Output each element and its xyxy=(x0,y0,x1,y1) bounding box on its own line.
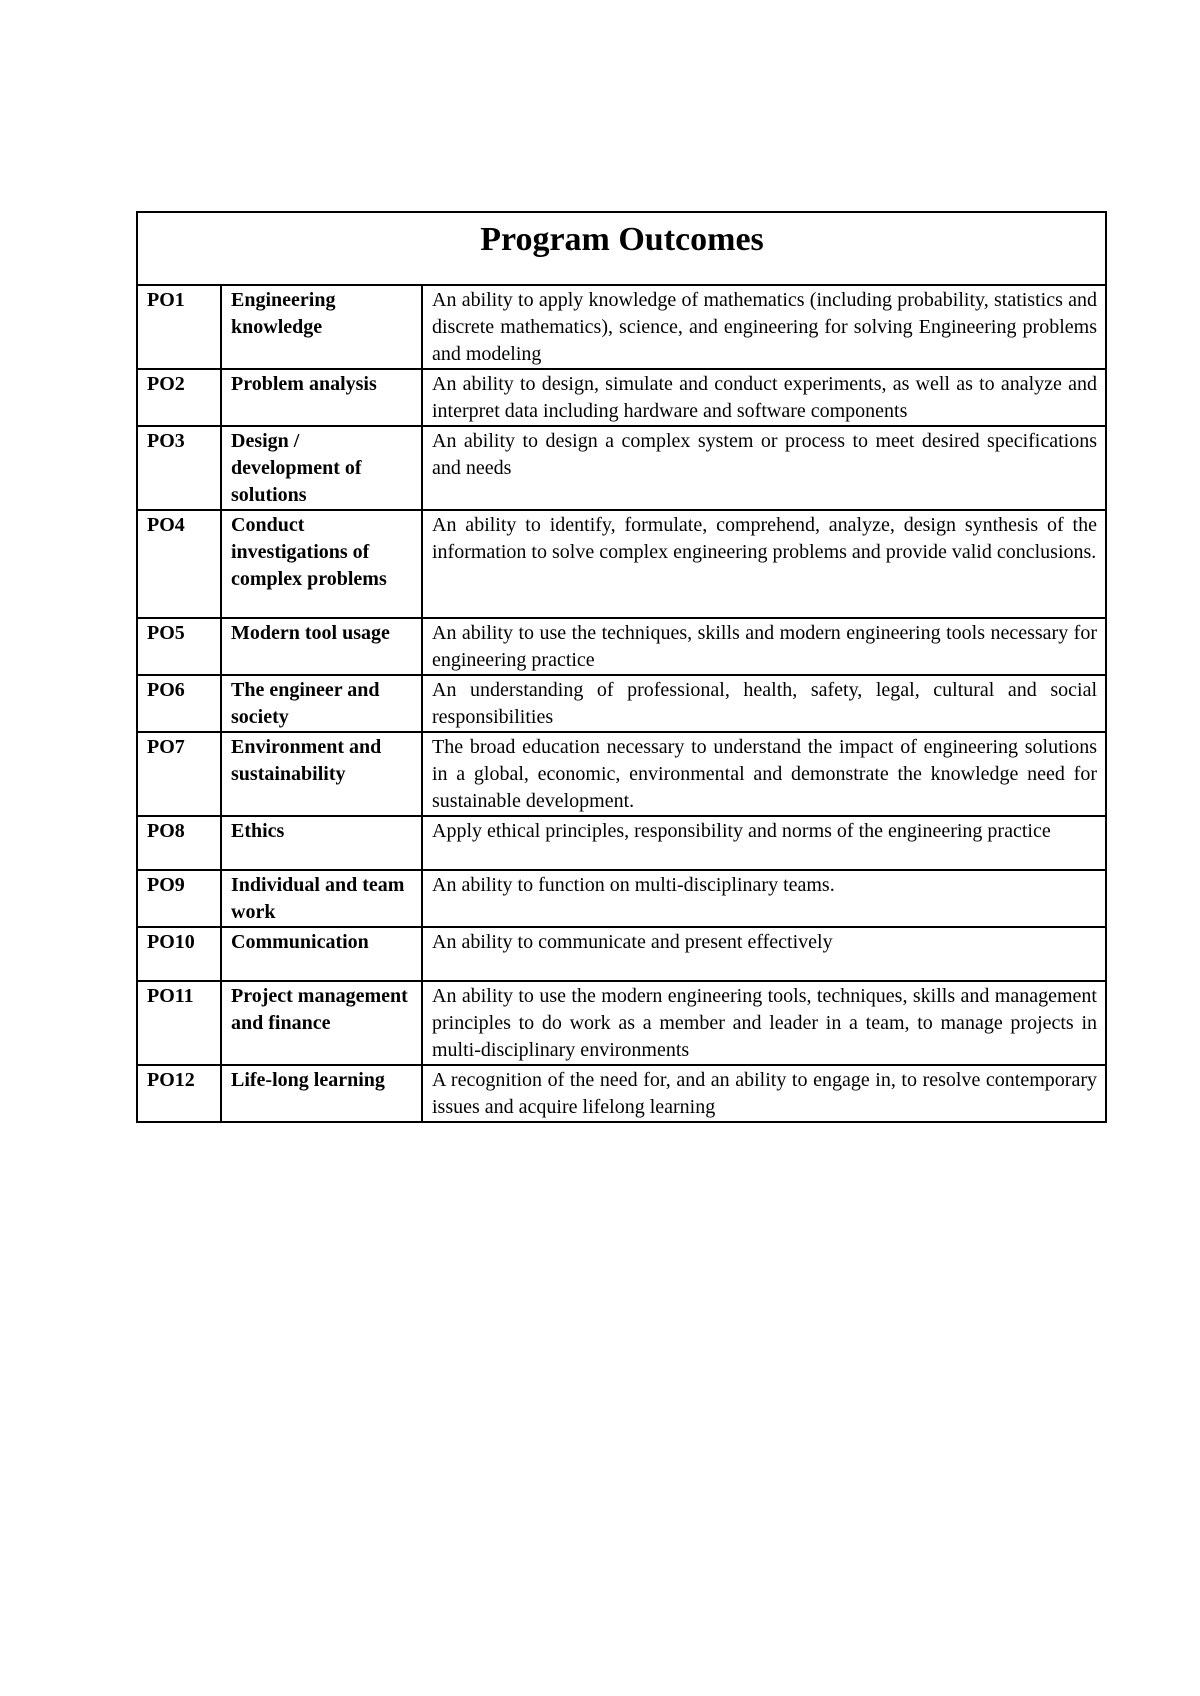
table-row xyxy=(137,870,1106,927)
table-row xyxy=(137,426,1106,510)
outcome-description: An ability to apply knowledge of mathematics (including probability, statistics and discrete mathematics), science, and engineering for solving Engineering problems and modeling xyxy=(422,285,1106,369)
outcome-description: A recognition of the need for, and an ability to engage in, to resolve contemporary issues and acquire lifelong learning xyxy=(422,1065,1106,1122)
outcome-name: Project management and finance xyxy=(221,981,422,1065)
outcome-name: Life-long learning xyxy=(221,1065,422,1122)
outcome-name: Conduct investigations of complex problems xyxy=(221,510,422,618)
outcome-description: An ability to identify, formulate, comprehend, analyze, design synthesis of the information to solve complex engineering problems and provide valid conclusions. xyxy=(422,510,1106,618)
outcome-name: Individual and team work xyxy=(221,870,422,927)
outcome-description: An ability to communicate and present effectively xyxy=(422,927,1106,981)
outcome-description: An ability to function on multi-disciplinary teams. xyxy=(422,870,1106,927)
table-row xyxy=(137,510,1106,618)
outcome-name: Ethics xyxy=(221,816,422,870)
table-row xyxy=(137,732,1106,816)
outcome-description: An understanding of professional, health, safety, legal, cultural and social responsibilities xyxy=(422,675,1106,732)
outcome-name: Engineering knowledge xyxy=(221,285,422,369)
outcome-code: PO6 xyxy=(137,675,221,732)
table-row xyxy=(137,618,1106,675)
outcome-name: Problem analysis xyxy=(221,369,422,426)
outcome-code: PO3 xyxy=(137,426,221,510)
table-row xyxy=(137,981,1106,1065)
outcome-description: An ability to design, simulate and conduct experiments, as well as to analyze and interpret data including hardware and software components xyxy=(422,369,1106,426)
outcome-code: PO11 xyxy=(137,981,221,1065)
outcome-name: Design / development of solutions xyxy=(221,426,422,510)
table-row xyxy=(137,816,1106,870)
outcome-code: PO5 xyxy=(137,618,221,675)
outcome-code: PO10 xyxy=(137,927,221,981)
table-row xyxy=(137,285,1106,369)
table-row xyxy=(137,1065,1106,1122)
table-title: Program Outcomes xyxy=(137,212,1106,285)
outcome-description: An ability to use the modern engineering tools, techniques, skills and management principles to do work as a member and leader in a team, to manage projects in multi-disciplinary environments xyxy=(422,981,1106,1065)
outcome-name: Communication xyxy=(221,927,422,981)
table-row xyxy=(137,927,1106,981)
outcome-description: The broad education necessary to understand the impact of engineering solutions in a global, economic, environmental and demonstrate the knowledge need for sustainable development. xyxy=(422,732,1106,816)
program-outcomes-table xyxy=(136,211,1107,1123)
table-row xyxy=(137,675,1106,732)
outcome-code: PO1 xyxy=(137,285,221,369)
table-title-row xyxy=(137,212,1106,285)
outcome-description: An ability to design a complex system or process to meet desired specifications and needs xyxy=(422,426,1106,510)
outcome-code: PO9 xyxy=(137,870,221,927)
outcome-name: The engineer and society xyxy=(221,675,422,732)
outcome-name: Environment and sustainability xyxy=(221,732,422,816)
outcome-code: PO2 xyxy=(137,369,221,426)
outcome-name: Modern tool usage xyxy=(221,618,422,675)
outcome-description: Apply ethical principles, responsibility and norms of the engineering practice xyxy=(422,816,1106,870)
outcome-code: PO7 xyxy=(137,732,221,816)
outcome-code: PO8 xyxy=(137,816,221,870)
outcome-code: PO12 xyxy=(137,1065,221,1122)
outcome-description: An ability to use the techniques, skills and modern engineering tools necessary for engineering practice xyxy=(422,618,1106,675)
outcome-code: PO4 xyxy=(137,510,221,618)
table-row xyxy=(137,369,1106,426)
